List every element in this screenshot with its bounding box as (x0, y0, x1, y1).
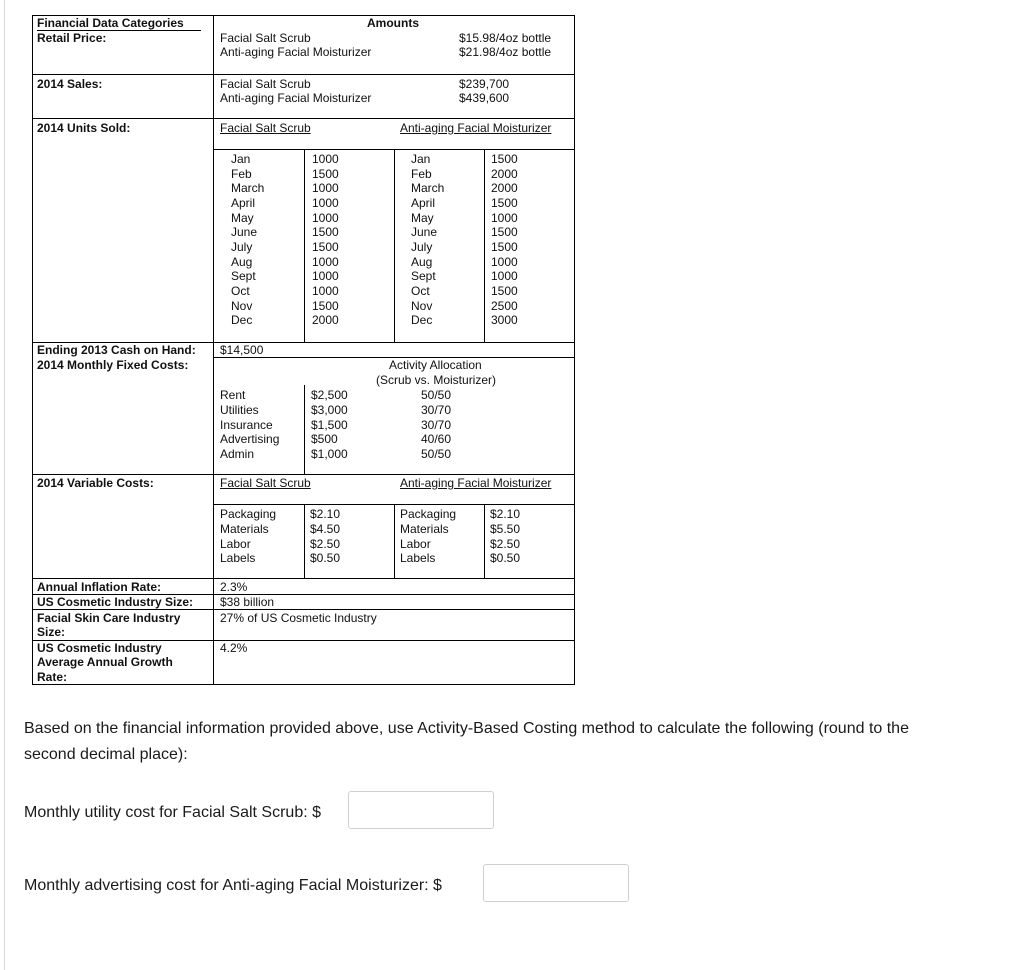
units-scrub-header: Facial Salt Scrub (220, 121, 311, 135)
retail-price-label: Retail Price: (37, 31, 107, 45)
cash-label: Ending 2013 Cash on Hand: (37, 343, 196, 357)
variable-costs-label: 2014 Variable Costs: (37, 476, 154, 490)
moisturizer-units-cell: 1000 (491, 254, 518, 269)
fixed-cost-allocation: 30/70 (421, 402, 452, 417)
fixed-cost-amount: $1,000 (311, 447, 348, 462)
growth-label-2: Average Annual Growth (37, 655, 173, 669)
scrub-units-cell: 1500 (312, 239, 339, 254)
scrub-units-cell: 1000 (312, 283, 339, 298)
scrub-units-cell: 1000 (312, 269, 339, 284)
scrub-units-cell: 1000 (312, 210, 339, 225)
variable-moisturizer-item: Packaging (400, 507, 457, 521)
scrub-units-cell: 2000 (312, 313, 339, 328)
units-sold-label: 2014 Units Sold: (37, 121, 131, 135)
utility-cost-scrub-input[interactable] (348, 791, 494, 829)
skin-care-label-2: Size: (37, 625, 66, 639)
industry-size-value: $38 billion (220, 595, 275, 609)
scrub-month-cell: May (231, 210, 254, 225)
moisturizer-month-cell: June (411, 225, 438, 240)
fixed-cost-item: Insurance (220, 417, 273, 432)
moisturizer-month-cell: March (411, 181, 445, 196)
variable-moisturizer-item: Labor (400, 536, 431, 551)
scrub-month-cell: Feb (231, 166, 252, 181)
scrub-month-cell: Dec (231, 313, 253, 328)
fixed-costs-label: 2014 Monthly Fixed Costs: (37, 358, 189, 372)
moisturizer-month-cell: Aug (411, 254, 433, 269)
units-moisturizer-header: Anti-aging Facial Moisturizer (400, 121, 552, 135)
moisturizer-units-cell: 1000 (491, 269, 518, 284)
fixed-cost-allocation: 50/50 (421, 388, 452, 402)
scrub-units-cell: 1500 (312, 225, 339, 240)
sales-product-scrub: Facial Salt Scrub (220, 77, 311, 91)
variable-moisturizer-header: Anti-aging Facial Moisturizer (400, 476, 552, 490)
financial-data-table (0, 0, 580, 690)
sales-label: 2014 Sales: (37, 77, 103, 91)
variable-scrub-item: Materials (220, 521, 269, 536)
scrub-month-cell: July (231, 239, 253, 254)
allocation-subtitle: (Scrub vs. Moisturizer) (376, 373, 497, 387)
variable-moisturizer-amount: $2.50 (490, 536, 521, 551)
instructions-line-2: second decimal place): (24, 746, 188, 763)
growth-label-3: Rate: (37, 670, 68, 684)
moisturizer-month-cell: Jan (411, 152, 431, 166)
variable-moisturizer-amount: $2.10 (490, 507, 521, 521)
variable-scrub-amount: $4.50 (310, 521, 341, 536)
scrub-units-cell: 1000 (312, 152, 339, 166)
variable-scrub-amount: $2.10 (310, 507, 341, 521)
scrub-month-cell: April (231, 195, 256, 210)
fixed-cost-allocation: 50/50 (421, 447, 452, 462)
moisturizer-units-cell: 1500 (491, 225, 518, 240)
fixed-cost-item: Rent (220, 388, 246, 402)
growth-value: 4.2% (220, 641, 248, 655)
skin-care-value: 27% of US Cosmetic Industry (220, 611, 377, 625)
cash-value: $14,500 (220, 343, 264, 357)
fixed-cost-amount: $2,500 (311, 388, 348, 402)
moisturizer-month-cell: May (411, 210, 434, 225)
variable-scrub-item: Packaging (220, 507, 277, 521)
moisturizer-month-cell: July (411, 239, 433, 254)
moisturizer-units-cell: 3000 (491, 313, 518, 328)
fixed-cost-amount: $1,500 (311, 417, 348, 432)
variable-scrub-amount: $2.50 (310, 536, 341, 551)
header-categories: Financial Data Categories (37, 16, 184, 30)
variable-moisturizer-amount: $0.50 (490, 551, 521, 566)
scrub-month-cell: June (231, 225, 258, 240)
moisturizer-units-cell: 2000 (491, 166, 518, 181)
variable-scrub-header: Facial Salt Scrub (220, 476, 311, 490)
skin-care-label-1: Facial Skin Care Industry (37, 611, 181, 625)
moisturizer-month-cell: Nov (411, 298, 433, 313)
q1-label: Monthly utility cost for Facial Salt Scrub: $ (24, 804, 321, 821)
scrub-month-cell: Jan (231, 152, 251, 166)
fixed-cost-allocation: 40/60 (421, 432, 452, 447)
sales-amount-moisturizer: $439,600 (459, 91, 510, 105)
variable-moisturizer-item: Materials (400, 521, 449, 536)
scrub-month-cell: Oct (231, 283, 250, 298)
fixed-cost-item: Admin (220, 447, 255, 462)
fixed-cost-allocation: 30/70 (421, 417, 452, 432)
moisturizer-units-cell: 1000 (491, 210, 518, 225)
retail-product-moisturizer: Anti-aging Facial Moisturizer (220, 45, 372, 59)
scrub-month-cell: March (231, 181, 265, 196)
header-amounts: Amounts (367, 16, 419, 30)
variable-moisturizer-amount: $5.50 (490, 521, 521, 536)
moisturizer-units-cell: 1500 (491, 152, 518, 166)
sales-product-moisturizer: Anti-aging Facial Moisturizer (220, 91, 372, 105)
scrub-units-cell: 1000 (312, 181, 339, 196)
allocation-title: Activity Allocation (389, 358, 482, 372)
scrub-month-cell: Nov (231, 298, 253, 313)
moisturizer-units-cell: 2000 (491, 181, 518, 196)
fixed-cost-item: Advertising (220, 432, 280, 447)
advertising-cost-moisturizer-input[interactable] (483, 864, 629, 902)
fixed-cost-item: Utilities (220, 402, 259, 417)
variable-scrub-amount: $0.50 (310, 551, 341, 566)
retail-price-scrub: $15.98/4oz bottle (459, 31, 552, 45)
scrub-units-cell: 1000 (312, 254, 339, 269)
scrub-units-cell: 1000 (312, 195, 339, 210)
instructions-line-1: Based on the financial information provided above, use Activity-Based Costing method to calculate the following (round to the (24, 720, 909, 737)
scrub-units-cell: 1500 (312, 298, 339, 313)
variable-scrub-item: Labels (220, 551, 256, 566)
retail-price-moisturizer: $21.98/4oz bottle (459, 45, 552, 59)
retail-product-scrub: Facial Salt Scrub (220, 31, 311, 45)
fixed-cost-amount: $3,000 (311, 402, 348, 417)
sales-amount-scrub: $239,700 (459, 77, 510, 91)
variable-scrub-item: Labor (220, 536, 251, 551)
scrub-month-cell: Sept (231, 269, 256, 284)
fixed-cost-amount: $500 (311, 432, 338, 447)
moisturizer-month-cell: Sept (411, 269, 436, 284)
inflation-label: Annual Inflation Rate: (37, 580, 161, 594)
moisturizer-units-cell: 1500 (491, 283, 518, 298)
moisturizer-month-cell: April (411, 195, 436, 210)
growth-label-1: US Cosmetic Industry (37, 641, 162, 655)
scrub-month-cell: Aug (231, 254, 253, 269)
moisturizer-units-cell: 2500 (491, 298, 518, 313)
moisturizer-month-cell: Oct (411, 283, 430, 298)
moisturizer-units-cell: 1500 (491, 195, 518, 210)
variable-moisturizer-item: Labels (400, 551, 436, 566)
inflation-value: 2.3% (220, 580, 248, 594)
industry-size-label: US Cosmetic Industry Size: (37, 595, 194, 609)
moisturizer-month-cell: Dec (411, 313, 433, 328)
moisturizer-month-cell: Feb (411, 166, 432, 181)
scrub-units-cell: 1500 (312, 166, 339, 181)
q2-label: Monthly advertising cost for Anti-aging Facial Moisturizer: $ (24, 877, 442, 894)
moisturizer-units-cell: 1500 (491, 239, 518, 254)
